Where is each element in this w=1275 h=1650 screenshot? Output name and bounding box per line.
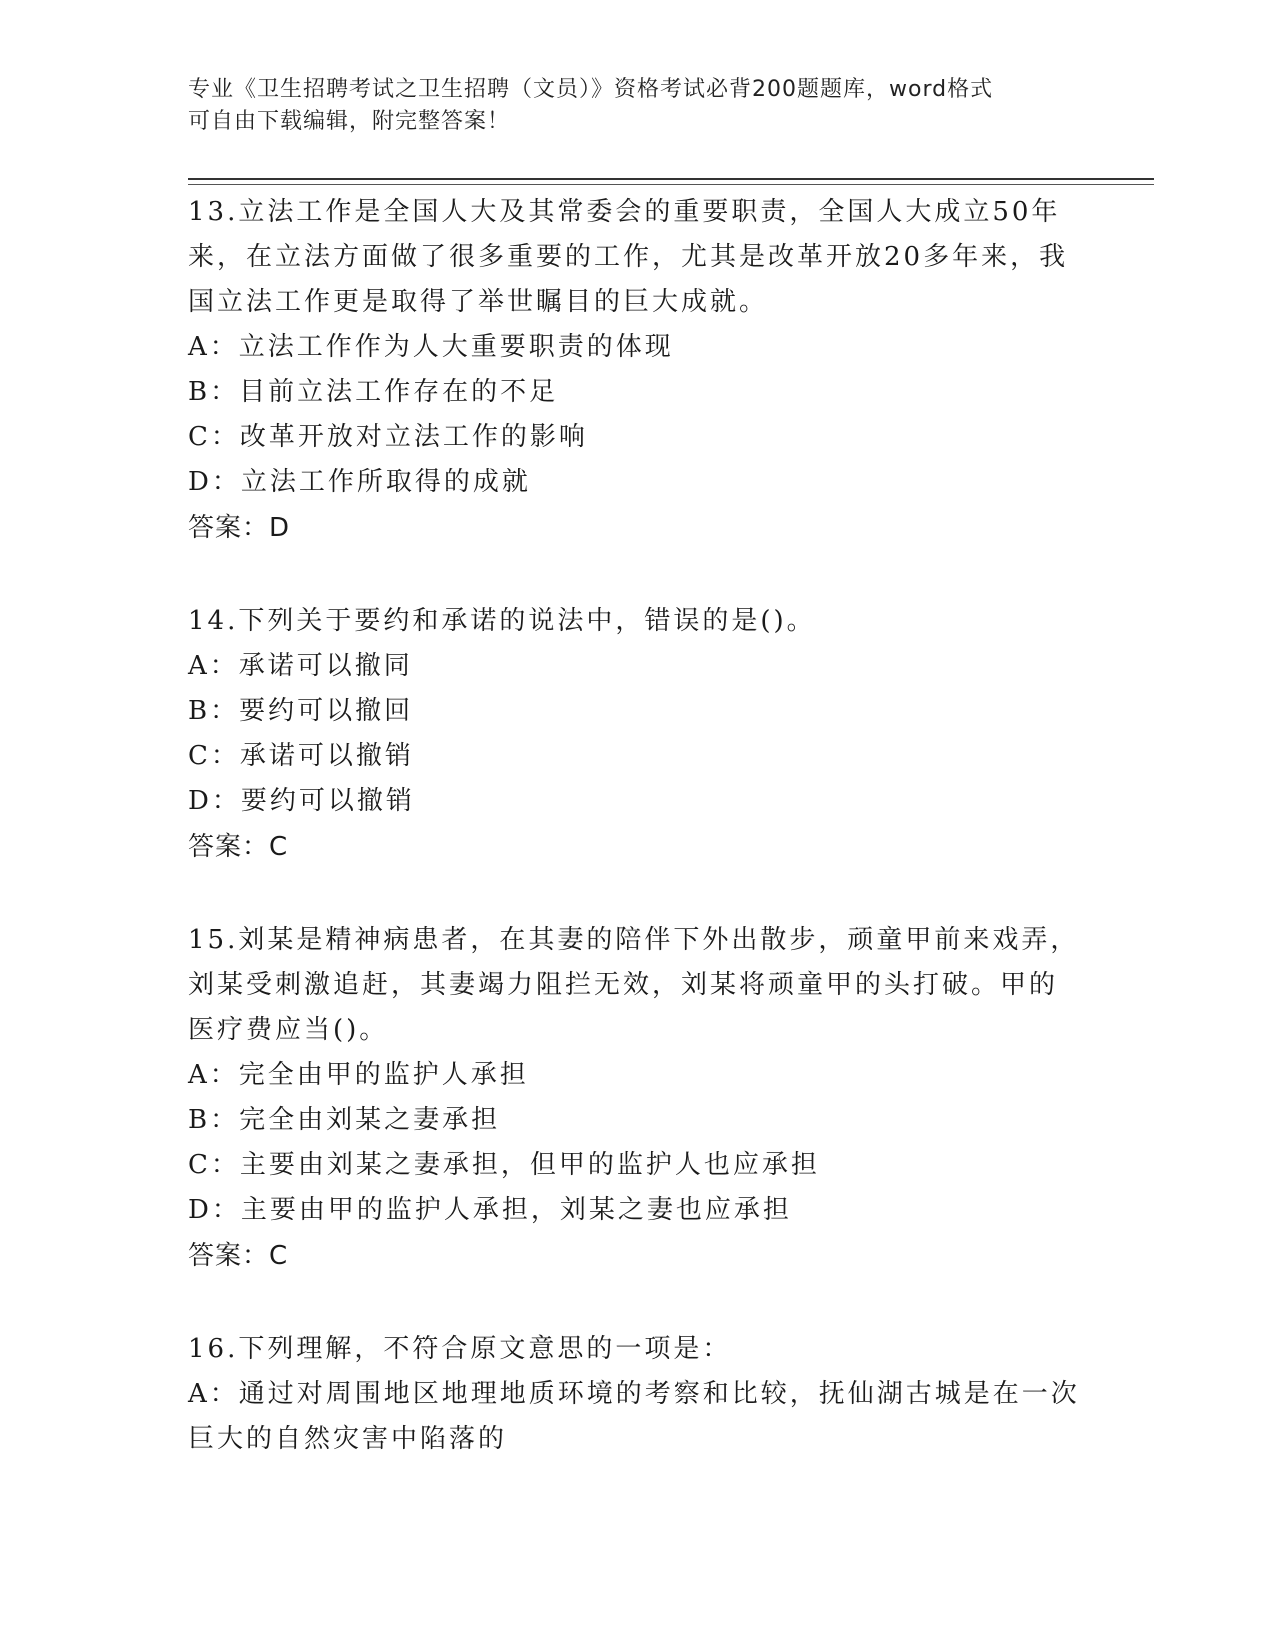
option-a-continued: 巨大的自然灾害中陷落的 bbox=[188, 1424, 508, 1454]
option-b: B：目前立法工作存在的不足 bbox=[188, 377, 559, 407]
question-list bbox=[188, 190, 1088, 1510]
question-stem-line: 来，在立法方面做了很多重要的工作，尤其是改革开放20多年来，我 bbox=[188, 242, 1069, 272]
option-b: B：完全由刘某之妻承担 bbox=[188, 1105, 501, 1135]
option-a: A：通过对周围地区地理地质环境的考察和比较，抚仙湖古城是在一次 bbox=[188, 1379, 1080, 1409]
option-c: C：承诺可以撤销 bbox=[188, 741, 414, 771]
header-line-1: 专业《卫生招聘考试之卫生招聘（文员）》资格考试必背200题题库，word格式 bbox=[188, 77, 994, 102]
option-c: C：主要由刘某之妻承担，但甲的监护人也应承担 bbox=[188, 1150, 820, 1180]
option-c: C：改革开放对立法工作的影响 bbox=[188, 422, 588, 452]
option-d: D：立法工作所取得的成就 bbox=[188, 467, 531, 497]
option-d: D：要约可以撤销 bbox=[188, 786, 415, 816]
question-stem-line: 16.下列理解，不符合原文意思的一项是： bbox=[188, 1334, 732, 1364]
header-divider-thin bbox=[188, 184, 1154, 185]
question-13 bbox=[188, 190, 1088, 551]
question-stem-line: 刘某受刺激追赶，其妻竭力阻拦无效，刘某将顽童甲的头打破。甲的 bbox=[188, 970, 1059, 1000]
option-a: A：立法工作作为人大重要职责的体现 bbox=[188, 332, 674, 362]
question-stem-line: 14.下列关于要约和承诺的说法中，错误的是()。 bbox=[188, 606, 816, 636]
option-b: B：要约可以撤回 bbox=[188, 696, 414, 726]
question-stem-line: 医疗费应当()。 bbox=[188, 1015, 389, 1045]
option-a: A：承诺可以撤同 bbox=[188, 651, 413, 681]
question-14 bbox=[188, 599, 1088, 870]
answer-label: 答案：D bbox=[188, 513, 291, 543]
question-stem-line: 13.立法工作是全国人大及其常委会的重要职责，全国人大成立50年 bbox=[188, 197, 1061, 227]
option-a: A：完全由甲的监护人承担 bbox=[188, 1060, 529, 1090]
question-stem-line: 15.刘某是精神病患者，在其妻的陪伴下外出散步，顽童甲前来戏弄， bbox=[188, 925, 1080, 955]
answer-label: 答案：C bbox=[188, 1241, 289, 1271]
document-header bbox=[188, 74, 1088, 138]
question-16 bbox=[188, 1327, 1088, 1462]
question-15 bbox=[188, 918, 1088, 1279]
option-d: D：主要由甲的监护人承担，刘某之妻也应承担 bbox=[188, 1195, 792, 1225]
answer-label: 答案：C bbox=[188, 832, 289, 862]
question-stem-line: 国立法工作更是取得了举世瞩目的巨大成就。 bbox=[188, 287, 769, 317]
header-divider bbox=[188, 178, 1154, 180]
header-line-2: 可自由下载编辑，附完整答案！ bbox=[188, 109, 511, 134]
